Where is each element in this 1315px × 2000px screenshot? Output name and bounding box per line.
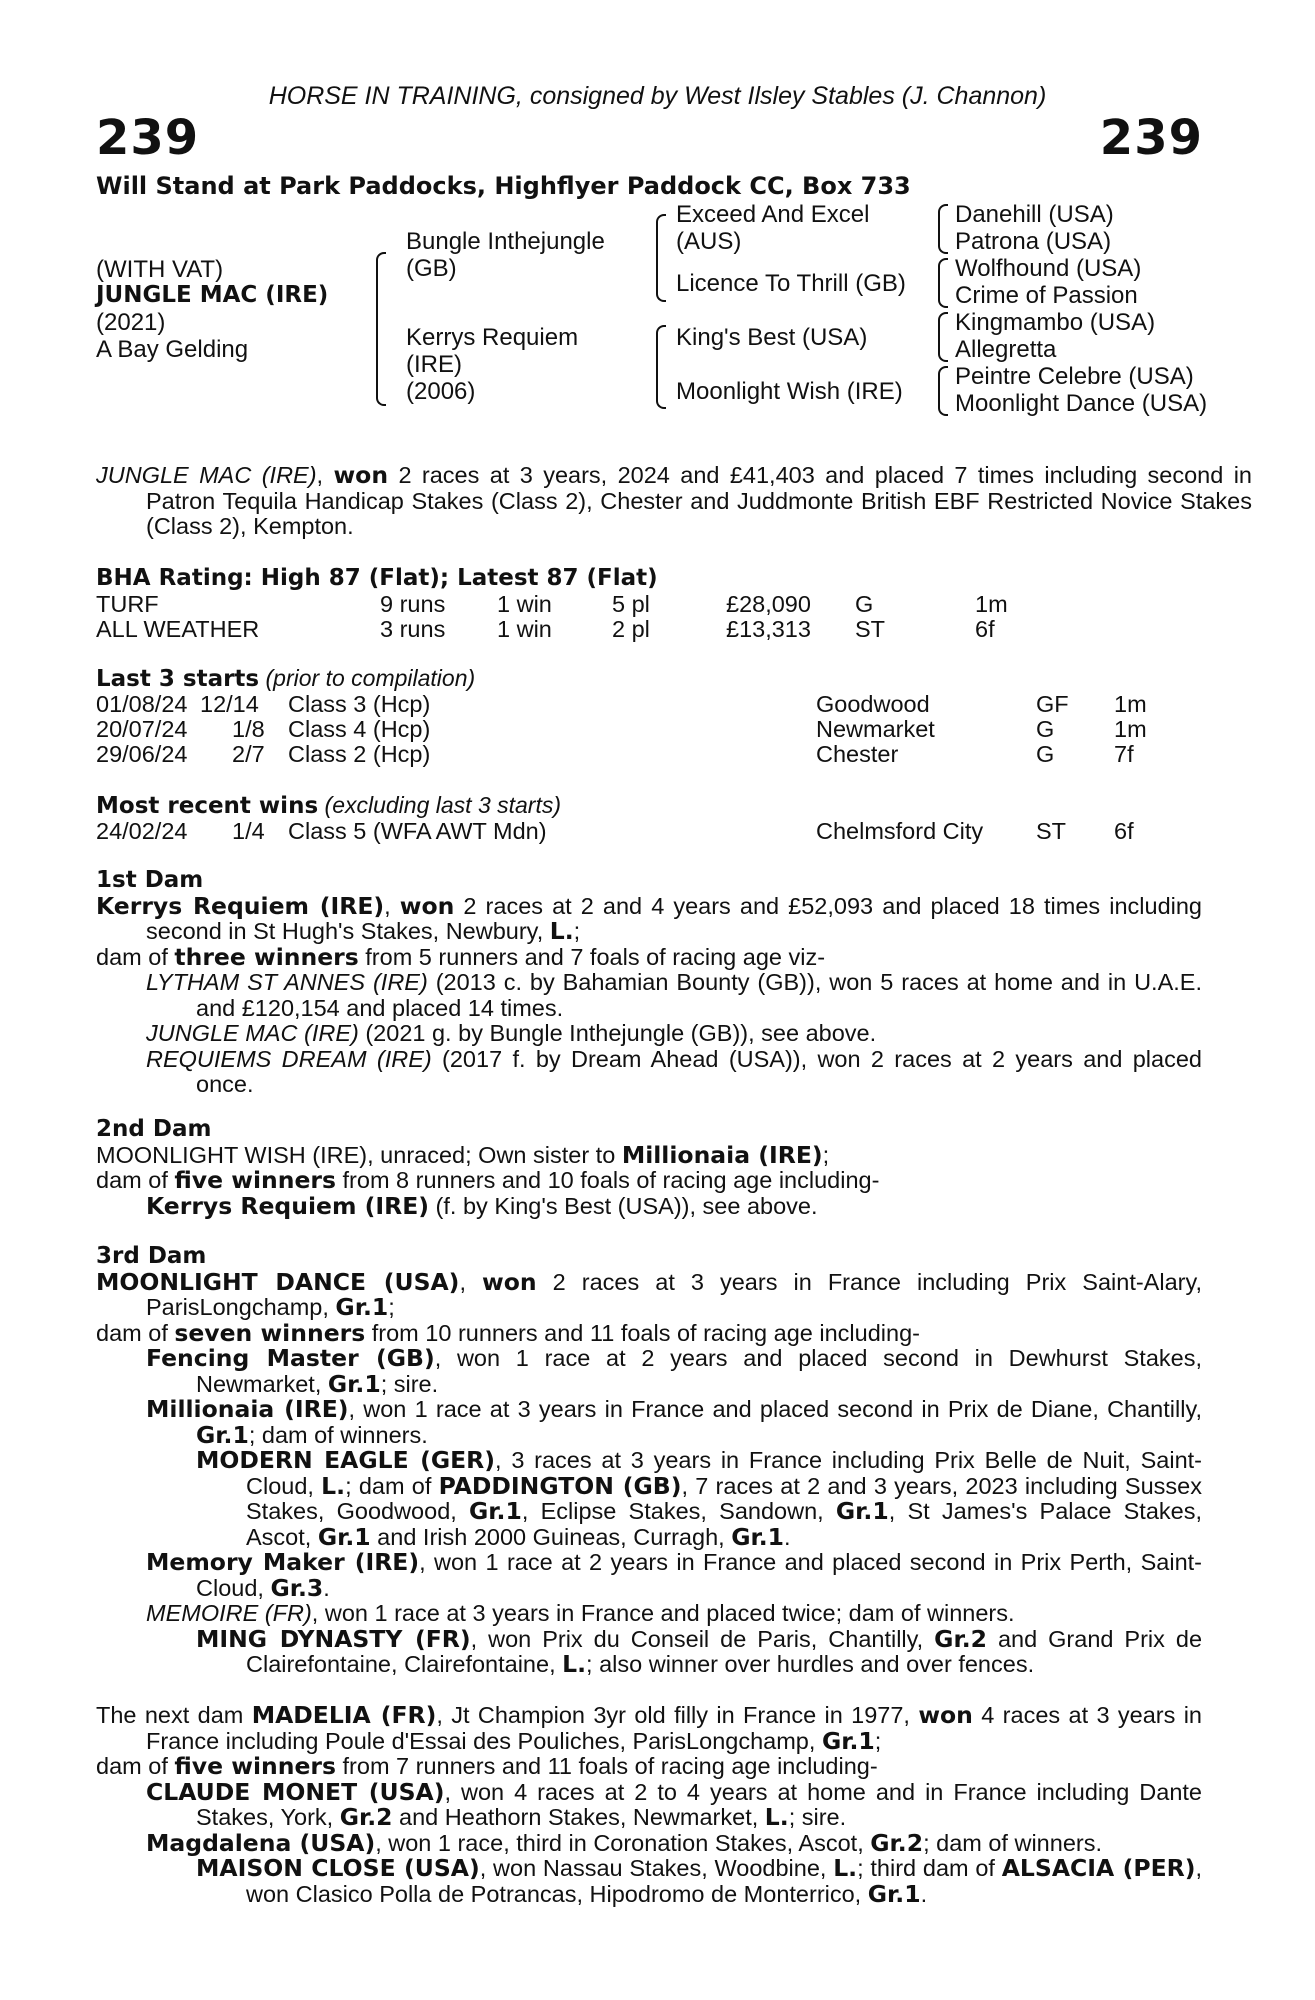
- last3-course-1: Goodwood: [816, 691, 930, 717]
- lot-number-right: 239: [1099, 110, 1203, 166]
- third-dam-text: 2 races at 3 years in France including Prix Saint-Alary, ParisLongchamp,: [146, 1268, 1203, 1320]
- sire-country: (GB): [406, 255, 457, 282]
- produce-text: (2021 g. by Bungle Inthejungle (GB)), see above.: [358, 1020, 877, 1046]
- second-dam-of-pre: dam of: [96, 1167, 175, 1193]
- first-dam-of-post: from 5 runners and 7 foals of racing age viz-: [358, 943, 826, 970]
- next-dam-end: ;: [874, 1727, 882, 1754]
- last3-going-3: G: [1036, 741, 1055, 767]
- bha-aw-wins: 1 win: [497, 616, 552, 642]
- produce-name: ALSACIA (PER): [1001, 1854, 1196, 1882]
- produce-text: ; third dam of: [857, 1855, 1002, 1881]
- dam-dam: Moonlight Wish (IRE): [676, 378, 903, 405]
- third-dam-produce-1: [96, 1346, 1202, 1397]
- last3-pos-3: 2/7: [232, 741, 265, 767]
- produce-text: , won 1 race at 3 years in France and placed twice; dam of winners.: [311, 1600, 1015, 1626]
- bha-heading: BHA Rating: High 87 (Flat); Latest 87 (Flat): [96, 565, 658, 591]
- third-dam-produce-3: [96, 1550, 1202, 1601]
- sire-name: Bungle Inthejungle: [406, 228, 605, 255]
- second-dam-winners: five winners: [174, 1166, 336, 1194]
- recent-pos-1: 1/4: [232, 818, 265, 844]
- first-dam-produce-2: [96, 1021, 1202, 1047]
- produce-name: Magdalena (USA): [146, 1828, 376, 1857]
- sss: Danehill (USA): [955, 201, 1114, 228]
- produce-end: ; sire.: [380, 1370, 439, 1397]
- produce-name: MAISON CLOSE (USA): [196, 1854, 480, 1882]
- first-dam-produce-1: [96, 970, 1202, 1021]
- next-dam-record: [96, 1703, 1202, 1754]
- produce-text: , won Prix du Conseil de Paris, Chantilly,: [470, 1625, 935, 1652]
- summary-horse-name: JUNGLE MAC (IRE): [96, 462, 317, 488]
- next-dam-won: won: [918, 1701, 973, 1729]
- produce-grade: Gr.2: [870, 1828, 924, 1857]
- sire-dam: Licence To Thrill (GB): [676, 270, 906, 297]
- last3-date-2: 20/07/24: [96, 716, 188, 742]
- stand-location: Will Stand at Park Paddocks, Highflyer Paddock CC, Box 733: [96, 172, 911, 200]
- produce-name: Fencing Master (GB): [146, 1344, 435, 1372]
- produce-end: ; dam of winners.: [923, 1829, 1102, 1856]
- produce-text: (f. by King's Best (USA)), see above.: [429, 1192, 818, 1219]
- brace-ss: [938, 204, 948, 254]
- next-dam-text: , Jt Champion 3yr old filly in France in 1977,: [436, 1702, 919, 1728]
- first-dam-end: ;: [573, 918, 581, 944]
- foaling-year: (2021): [96, 309, 166, 336]
- produce-grade: Gr.1: [867, 1879, 921, 1908]
- lot-number-left: 239: [96, 110, 200, 166]
- produce-listed: L.: [764, 1803, 789, 1831]
- dam-year: (2006): [406, 378, 476, 405]
- produce-grade: Gr.1: [317, 1522, 371, 1551]
- ddd: Moonlight Dance (USA): [955, 390, 1208, 417]
- third-dam-produce-4: [96, 1601, 1202, 1627]
- produce-grade: Gr.3: [270, 1573, 324, 1602]
- produce-text: , won 1 race at 2 years and placed second in Dewhurst Stakes, Newmarket,: [196, 1345, 1203, 1397]
- next-dam-produce-1: [96, 1777, 1202, 1831]
- produce-text: , won 1 race, third in Coronation Stakes, Ascot,: [375, 1829, 871, 1856]
- produce-name: CLAUDE MONET (USA): [146, 1777, 445, 1806]
- produce-end: ; dam of winners.: [248, 1421, 428, 1448]
- last3-course-3: Chester: [816, 741, 899, 767]
- bha-aw-runs: 3 runs: [380, 616, 446, 642]
- produce-listed: L.: [562, 1650, 587, 1678]
- produce-name: PADDINGTON (GB): [438, 1471, 682, 1500]
- recent-class-1: Class 5 (WFA AWT Mdn): [288, 818, 547, 844]
- produce-grade: Gr.1: [196, 1420, 249, 1449]
- bha-turf-placed: 5 pl: [612, 591, 650, 617]
- last3-going-2: G: [1036, 716, 1055, 742]
- first-dam-produce-line: [96, 942, 1202, 971]
- brace-ds: [938, 312, 948, 362]
- first-dam-section: [96, 868, 1202, 1098]
- produce-text: , St James's Palace Stakes, Ascot,: [246, 1498, 1202, 1550]
- bha-turf-dist: 1m: [975, 591, 1008, 617]
- bha-aw-dist: 6f: [975, 616, 995, 642]
- produce-end: ; sire.: [788, 1804, 847, 1830]
- third-dam-heading: 3rd Dam: [96, 1243, 207, 1269]
- dam-country: (IRE): [406, 351, 462, 378]
- produce-end: .: [920, 1880, 928, 1907]
- produce-name: Millionaia (IRE): [146, 1395, 349, 1423]
- produce-grade: Gr.1: [731, 1522, 785, 1551]
- last3-date-3: 29/06/24: [96, 741, 188, 767]
- last3-class-1: Class 3 (Hcp): [288, 691, 431, 717]
- brace-dam-parents: [656, 325, 666, 409]
- next-dam-winners: five winners: [174, 1752, 336, 1780]
- last3-heading: Last 3 starts: [96, 666, 260, 692]
- bha-turf-surface: TURF: [96, 591, 159, 617]
- brace-dd: [938, 366, 948, 416]
- produce-text: , 7 races at 2 and 3 years, 2023 including Sussex Stakes, Goodwood,: [246, 1472, 1202, 1524]
- produce-text: , won 1 race at 2 years in France and placed second in Prix Perth, Saint-Cloud,: [196, 1549, 1202, 1601]
- third-dam-name: MOONLIGHT DANCE (USA): [96, 1267, 460, 1296]
- last3-going-1: GF: [1036, 691, 1069, 717]
- first-dam-record: Kerrys Requiem (IRE), won 2 races at 2 and 4 years and £52,093 and placed 18 times including second in St Hugh's Stakes, Newbury, L.;: [96, 891, 1202, 945]
- summary-text: 2 races at 3 years, 2024 and £41,403 and placed 7 times including second in Patron Tequila Handicap Stakes (Class 2), Chester and Juddmonte British EBF Restricted Novice Stakes (Class 2), Kempton.: [146, 462, 1252, 539]
- produce-name: JUNGLE MAC (IRE): [146, 1020, 359, 1046]
- bha-aw-going: ST: [855, 616, 886, 642]
- dss: Kingmambo (USA): [955, 309, 1156, 336]
- brace-sd: [938, 258, 948, 308]
- produce-name: MEMOIRE (FR): [146, 1600, 312, 1626]
- produce-name: Memory Maker (IRE): [146, 1548, 420, 1576]
- brace-sire-parents: [656, 214, 666, 302]
- produce-name: Kerrys Requiem (IRE): [146, 1191, 430, 1220]
- horse-description: A Bay Gelding: [96, 336, 249, 363]
- recent-heading: Most recent wins: [96, 793, 319, 819]
- last3-date-1: 01/08/24: [96, 691, 188, 717]
- last3-dist-2: 1m: [1114, 716, 1147, 742]
- last3-dist-1: 1m: [1114, 691, 1147, 717]
- next-dam-pre: The next dam: [96, 1702, 252, 1728]
- recent-date-1: 24/02/24: [96, 818, 188, 844]
- recent-course-1: Chelmsford City: [816, 818, 984, 844]
- produce-text: , Eclipse Stakes, Sandown,: [521, 1498, 836, 1524]
- next-dam-grandproduce-1: [96, 1856, 1202, 1907]
- dds: Peintre Celebre (USA): [955, 363, 1194, 390]
- sire-sire-country: (AUS): [676, 228, 742, 255]
- third-dam-section: [96, 1244, 1202, 1678]
- next-dam-name: MADELIA (FR): [251, 1701, 437, 1729]
- produce-text: (2013 c. by Bahamian Bounty (GB)), won 5 races at home and in U.A.E. and £120,154 and placed 14 times.: [196, 969, 1202, 1021]
- produce-name: REQUIEMS DREAM (IRE): [146, 1045, 432, 1072]
- first-dam-of-pre: dam of: [96, 943, 175, 970]
- produce-text: and Heathorn Stakes, Newmarket,: [392, 1804, 765, 1830]
- produce-grade: Gr.2: [339, 1803, 393, 1831]
- ssd: Patrona (USA): [955, 228, 1112, 255]
- produce-listed: L.: [321, 1471, 346, 1500]
- next-dam-of-pre: dam of: [96, 1753, 175, 1779]
- third-dam-record: MOONLIGHT DANCE (USA), won 2 races at 3 years in France including Prix Saint-Alary, ParisLongchamp, Gr.1;: [96, 1267, 1203, 1321]
- second-dam-line1: [96, 1140, 1202, 1169]
- vat-note: (WITH VAT): [96, 256, 224, 283]
- bha-turf-runs: 9 runs: [380, 591, 446, 617]
- bha-aw-placed: 2 pl: [612, 616, 650, 642]
- produce-name: LYTHAM ST ANNES (IRE): [146, 969, 428, 995]
- last3-class-3: Class 2 (Hcp): [288, 741, 431, 767]
- produce-text: , won 4 races at 2 to 4 years at home and in France including Dante Stakes, York,: [196, 1778, 1202, 1830]
- last3-pos-1: 12/14: [200, 691, 259, 717]
- produce-end: .: [323, 1574, 330, 1601]
- summary-won: won: [333, 461, 389, 489]
- third-dam-produce-2: [96, 1397, 1202, 1448]
- produce-listed: L.: [833, 1854, 858, 1882]
- recent-going-1: ST: [1036, 818, 1067, 844]
- next-dam-grade: Gr.1: [821, 1726, 875, 1755]
- race-summary: JUNGLE MAC (IRE), won 2 races at 3 years, 2024 and £41,403 and placed 7 times including second in Patron Tequila Handicap Stakes (Class 2), Chester and Juddmonte British EBF Restricted Novice Stakes (Class 2), Kempton.: [96, 461, 1252, 539]
- dam-sire: King's Best (USA): [676, 324, 868, 351]
- last3-course-2: Newmarket: [816, 716, 935, 742]
- next-dam-text: 4 races at 3 years in France including Poule d'Essai des Pouliches, ParisLongchamp,: [146, 1702, 1202, 1754]
- produce-grade: Gr.2: [934, 1624, 987, 1653]
- produce-name: MING DYNASTY (FR): [196, 1624, 471, 1653]
- next-dam-of-post: from 7 runners and 11 foals of racing age including-: [335, 1753, 878, 1779]
- third-dam-of-pre: dam of: [96, 1319, 175, 1346]
- third-dam-grade: Gr.1: [335, 1293, 389, 1321]
- second-dam-end: ;: [822, 1141, 830, 1168]
- last3-dist-3: 7f: [1114, 741, 1134, 767]
- produce-text: and Irish 2000 Guineas, Curragh,: [370, 1523, 732, 1550]
- produce-text: (2017 f. by Dream Ahead (USA)), won 2 races at 2 years and placed once.: [196, 1045, 1202, 1097]
- second-dam-text: MOONLIGHT WISH (IRE), unraced; Own sister to: [96, 1141, 622, 1168]
- brace-sire-dam: [376, 252, 386, 406]
- third-dam-winners: seven winners: [174, 1318, 366, 1347]
- produce-name: MODERN EAGLE (GER): [196, 1446, 496, 1474]
- produce-text: , won Clasico Polla de Potrancas, Hipodromo de Monterrico,: [246, 1855, 1202, 1907]
- last3-note: (prior to compilation): [265, 665, 476, 691]
- produce-end: ; also winner over hurdles and over fences.: [586, 1651, 1035, 1677]
- second-dam-heading: 2nd Dam: [96, 1116, 212, 1142]
- third-dam-of-post: from 10 runners and 11 foals of racing age including-: [365, 1319, 920, 1346]
- produce-text: , won 1 race at 3 years in France and placed second in Prix de Diane, Chantilly,: [348, 1396, 1202, 1422]
- second-dam-produce-1: [96, 1191, 1202, 1220]
- produce-grade: Gr.1: [469, 1497, 522, 1525]
- recent-note: (excluding last 3 starts): [324, 792, 562, 818]
- recent-dist-1: 6f: [1114, 818, 1134, 844]
- third-dam-grandproduce-1: [96, 1448, 1202, 1550]
- first-dam-winners: three winners: [174, 942, 359, 971]
- third-dam-grandproduce-2: [96, 1624, 1203, 1678]
- second-dam-of-post: from 8 runners and 10 foals of racing age including-: [335, 1167, 880, 1193]
- next-dam-section: [96, 1703, 1202, 1907]
- produce-text: , 3 races at 3 years in France including Prix Belle de Nuit, Saint-Cloud,: [246, 1447, 1202, 1499]
- bha-aw-surface: ALL WEATHER: [96, 616, 260, 642]
- third-dam-end: ;: [388, 1294, 395, 1320]
- third-dam-produce-line: [96, 1318, 1202, 1347]
- produce-text: and Grand Prix de Clairefontaine, Clairefontaine,: [246, 1625, 1203, 1677]
- bha-turf-prize: £28,090: [726, 591, 811, 617]
- produce-text: ; dam of: [345, 1472, 439, 1499]
- lot-header-title: HORSE IN TRAINING, consigned by West Ilsley Stables (J. Channon): [268, 82, 1047, 110]
- bha-turf-going: G: [855, 591, 874, 617]
- last3-class-2: Class 4 (Hcp): [288, 716, 431, 742]
- produce-grade: Gr.1: [327, 1369, 381, 1398]
- dam-name: Kerrys Requiem: [406, 324, 579, 351]
- bha-aw-prize: £13,313: [726, 616, 811, 642]
- dsd: Allegretta: [955, 336, 1057, 363]
- recent-heading-line: [96, 792, 561, 819]
- first-dam-text: 2 races at 2 and 4 years and £52,093 and placed 18 times including second in St Hugh's Stakes, Newbury,: [146, 892, 1202, 944]
- next-dam-produce-line: [96, 1754, 1202, 1780]
- sdd: Crime of Passion: [955, 282, 1138, 309]
- first-dam-heading: 1st Dam: [96, 867, 204, 893]
- last3-heading-line: [96, 665, 475, 692]
- horse-name: JUNGLE MAC (IRE): [96, 282, 329, 308]
- first-dam-name: Kerrys Requiem (IRE): [96, 891, 385, 920]
- first-dam-listed: L.: [549, 917, 574, 945]
- last3-pos-2: 1/8: [232, 716, 265, 742]
- bha-turf-wins: 1 win: [497, 591, 552, 617]
- first-dam-produce-3: [96, 1047, 1202, 1098]
- produce-end: .: [784, 1523, 791, 1550]
- produce-grade: Gr.1: [835, 1497, 889, 1525]
- sire-sire: Exceed And Excel: [676, 201, 870, 228]
- first-dam-won: won: [399, 891, 455, 920]
- next-dam-produce-2: [96, 1828, 1202, 1857]
- second-dam-sister: Millionaia (IRE): [621, 1140, 823, 1169]
- sds: Wolfhound (USA): [955, 255, 1142, 282]
- second-dam-produce-line: [96, 1168, 1202, 1194]
- produce-text: , won Nassau Stakes, Woodbine,: [479, 1855, 834, 1881]
- second-dam-section: [96, 1117, 1202, 1219]
- third-dam-won: won: [482, 1267, 537, 1296]
